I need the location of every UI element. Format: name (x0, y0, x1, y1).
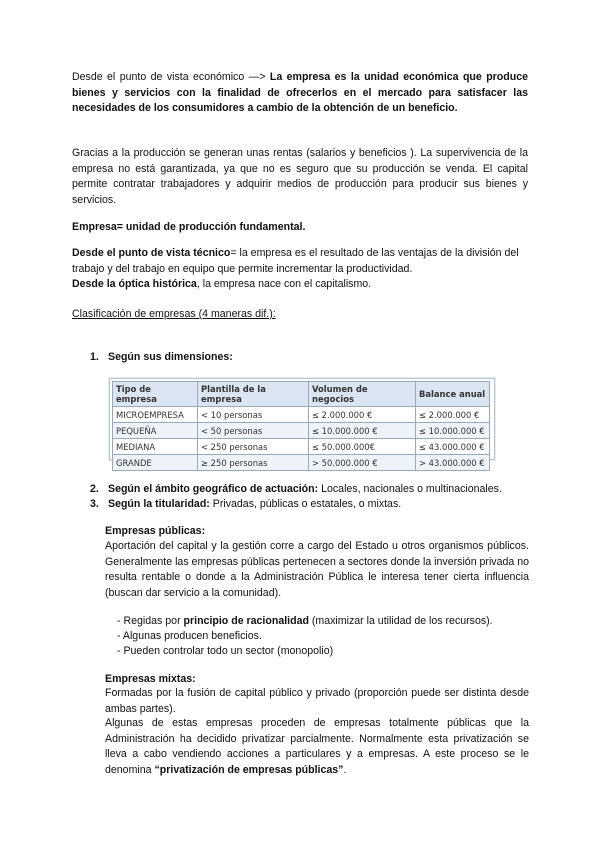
technical-paragraph (72, 246, 528, 277)
list-number: 2. (90, 483, 99, 495)
mixtas-title: Empresas mixtas: (105, 673, 196, 685)
table-cell: < 10 personas (198, 407, 309, 423)
table-cell: ≤ 43.000.000 € (416, 439, 490, 455)
table-cell: MICROEMPRESA (113, 407, 198, 423)
bullet-text: - Regidas por (117, 615, 184, 627)
list-label: Según la titularidad: (108, 498, 210, 510)
list-label: Según el ámbito geográfico de actuación: (108, 483, 319, 495)
table-header-row (113, 382, 490, 407)
table-row (113, 455, 490, 471)
mixtas-text-2 (105, 716, 529, 778)
list-item-ambito (90, 482, 502, 498)
historical-text: , la empresa nace con el capitalismo. (196, 278, 372, 290)
table-cell: < 250 personas (198, 439, 309, 455)
table-cell: PEQUEÑA (113, 423, 198, 439)
publicas-bullet: - Algunas producen beneficios. (117, 630, 262, 642)
mixtas-text: Formadas por la fusión de capital público y privado (proporción puede ser distinta desde ambas partes). (105, 687, 529, 715)
publicas-title: Empresas públicas: (105, 525, 206, 537)
mixtas-text-end: . (343, 763, 347, 776)
table-row (113, 407, 490, 423)
table-header-cell: Plantilla de la empresa (198, 382, 309, 407)
rentas-paragraph: Gracias a la producción se generan unas rentas (salarios y beneficios ). La supervivencia de la empresa no está garantizada, ya que no es seguro que su producción se venda. El capital permite contratar trabajadores y adquirir medios de producción para producir sus bienes y servicios. (72, 147, 528, 206)
table-cell: < 50 personas (198, 423, 309, 439)
technical-text: = la empresa es el resultado de las ventajas de la división del trabajo y del trabajo en equipo que permite incrementar la productividad. (72, 247, 519, 275)
list-number: 3. (90, 498, 99, 510)
publicas-bullet (117, 614, 493, 630)
technical-label: Desde el punto de vista técnico (72, 247, 231, 259)
list-number: 1. (90, 351, 99, 363)
table-row (113, 423, 490, 439)
size-classification-table (112, 381, 490, 471)
table-cell: ≥ 250 personas (198, 455, 309, 471)
publicas-text: Aportación del capital y la gestión corre a cargo del Estado u otros organismos públicos. Generalmente las empresas públicas pertenecen a sectores donde la inversión privada no resulta rentable o donde a la Administración Pública le interesa tener cierta influencia (buscan dar servicio a la comunidad). (105, 540, 529, 599)
intro-paragraph (72, 70, 528, 117)
publicas-bullet: - Pueden controlar todo un sector (monopolio) (117, 645, 334, 657)
table-cell: ≤ 2.000.000 € (416, 407, 490, 423)
table-header-cell: Volumen de negocios (309, 382, 416, 407)
mixtas-term: “privatización de empresas públicas” (154, 763, 344, 776)
list-item-titularidad (90, 497, 401, 513)
table-header-cell: Balance anual (416, 382, 490, 407)
table-cell: > 43.000.000 € (416, 455, 490, 471)
table-cell: ≤ 10.000.000 € (309, 423, 416, 439)
bullet-text: (maximizar la utilidad de los recursos). (308, 615, 493, 627)
table-cell: ≤ 50.000.000€ (309, 439, 416, 455)
list-text: Privadas, públicas o estatales, o mixtas. (209, 498, 402, 510)
bullet-bold: principio de racionalidad (183, 615, 309, 627)
table-row (113, 439, 490, 455)
empresa-definition: Empresa= unidad de producción fundamental. (72, 221, 306, 233)
historical-label: Desde la óptica histórica (72, 278, 197, 290)
list-label: Según sus dimensiones: (108, 351, 233, 363)
mixtas-text-body: Algunas de estas empresas proceden de empresas totalmente públicas que la Administración ha decidido privatizar parcialmente. Normalmente esta privatización se lleva a cabo vendiendo acciones a particulares y a empresas. A este proceso se le denomina (105, 717, 529, 776)
table-cell: ≤ 2.000.000 € (309, 407, 416, 423)
table-header-cell: Tipo de empresa (113, 382, 198, 407)
table-cell: > 50.000.000 € (309, 455, 416, 471)
table-cell: MEDIANA (113, 439, 198, 455)
intro-definition: La empresa es la unidad económica que produce bienes y servicios con la finalidad de ofrecerlos en el mercado para satisfacer las necesidades de los consumidores a cambio de la obtención de un beneficio. (72, 71, 528, 114)
table-cell: ≤ 10.000.000 € (416, 423, 490, 439)
list-text: Locales, nacionales o multinacionales. (318, 483, 502, 495)
list-item-dimensiones (90, 350, 233, 366)
table-cell: GRANDE (113, 455, 198, 471)
classification-title: Clasificación de empresas (4 maneras dif.): (72, 308, 276, 320)
historical-paragraph (72, 277, 528, 293)
intro-lead: Desde el punto de vista económico —> (72, 71, 270, 83)
